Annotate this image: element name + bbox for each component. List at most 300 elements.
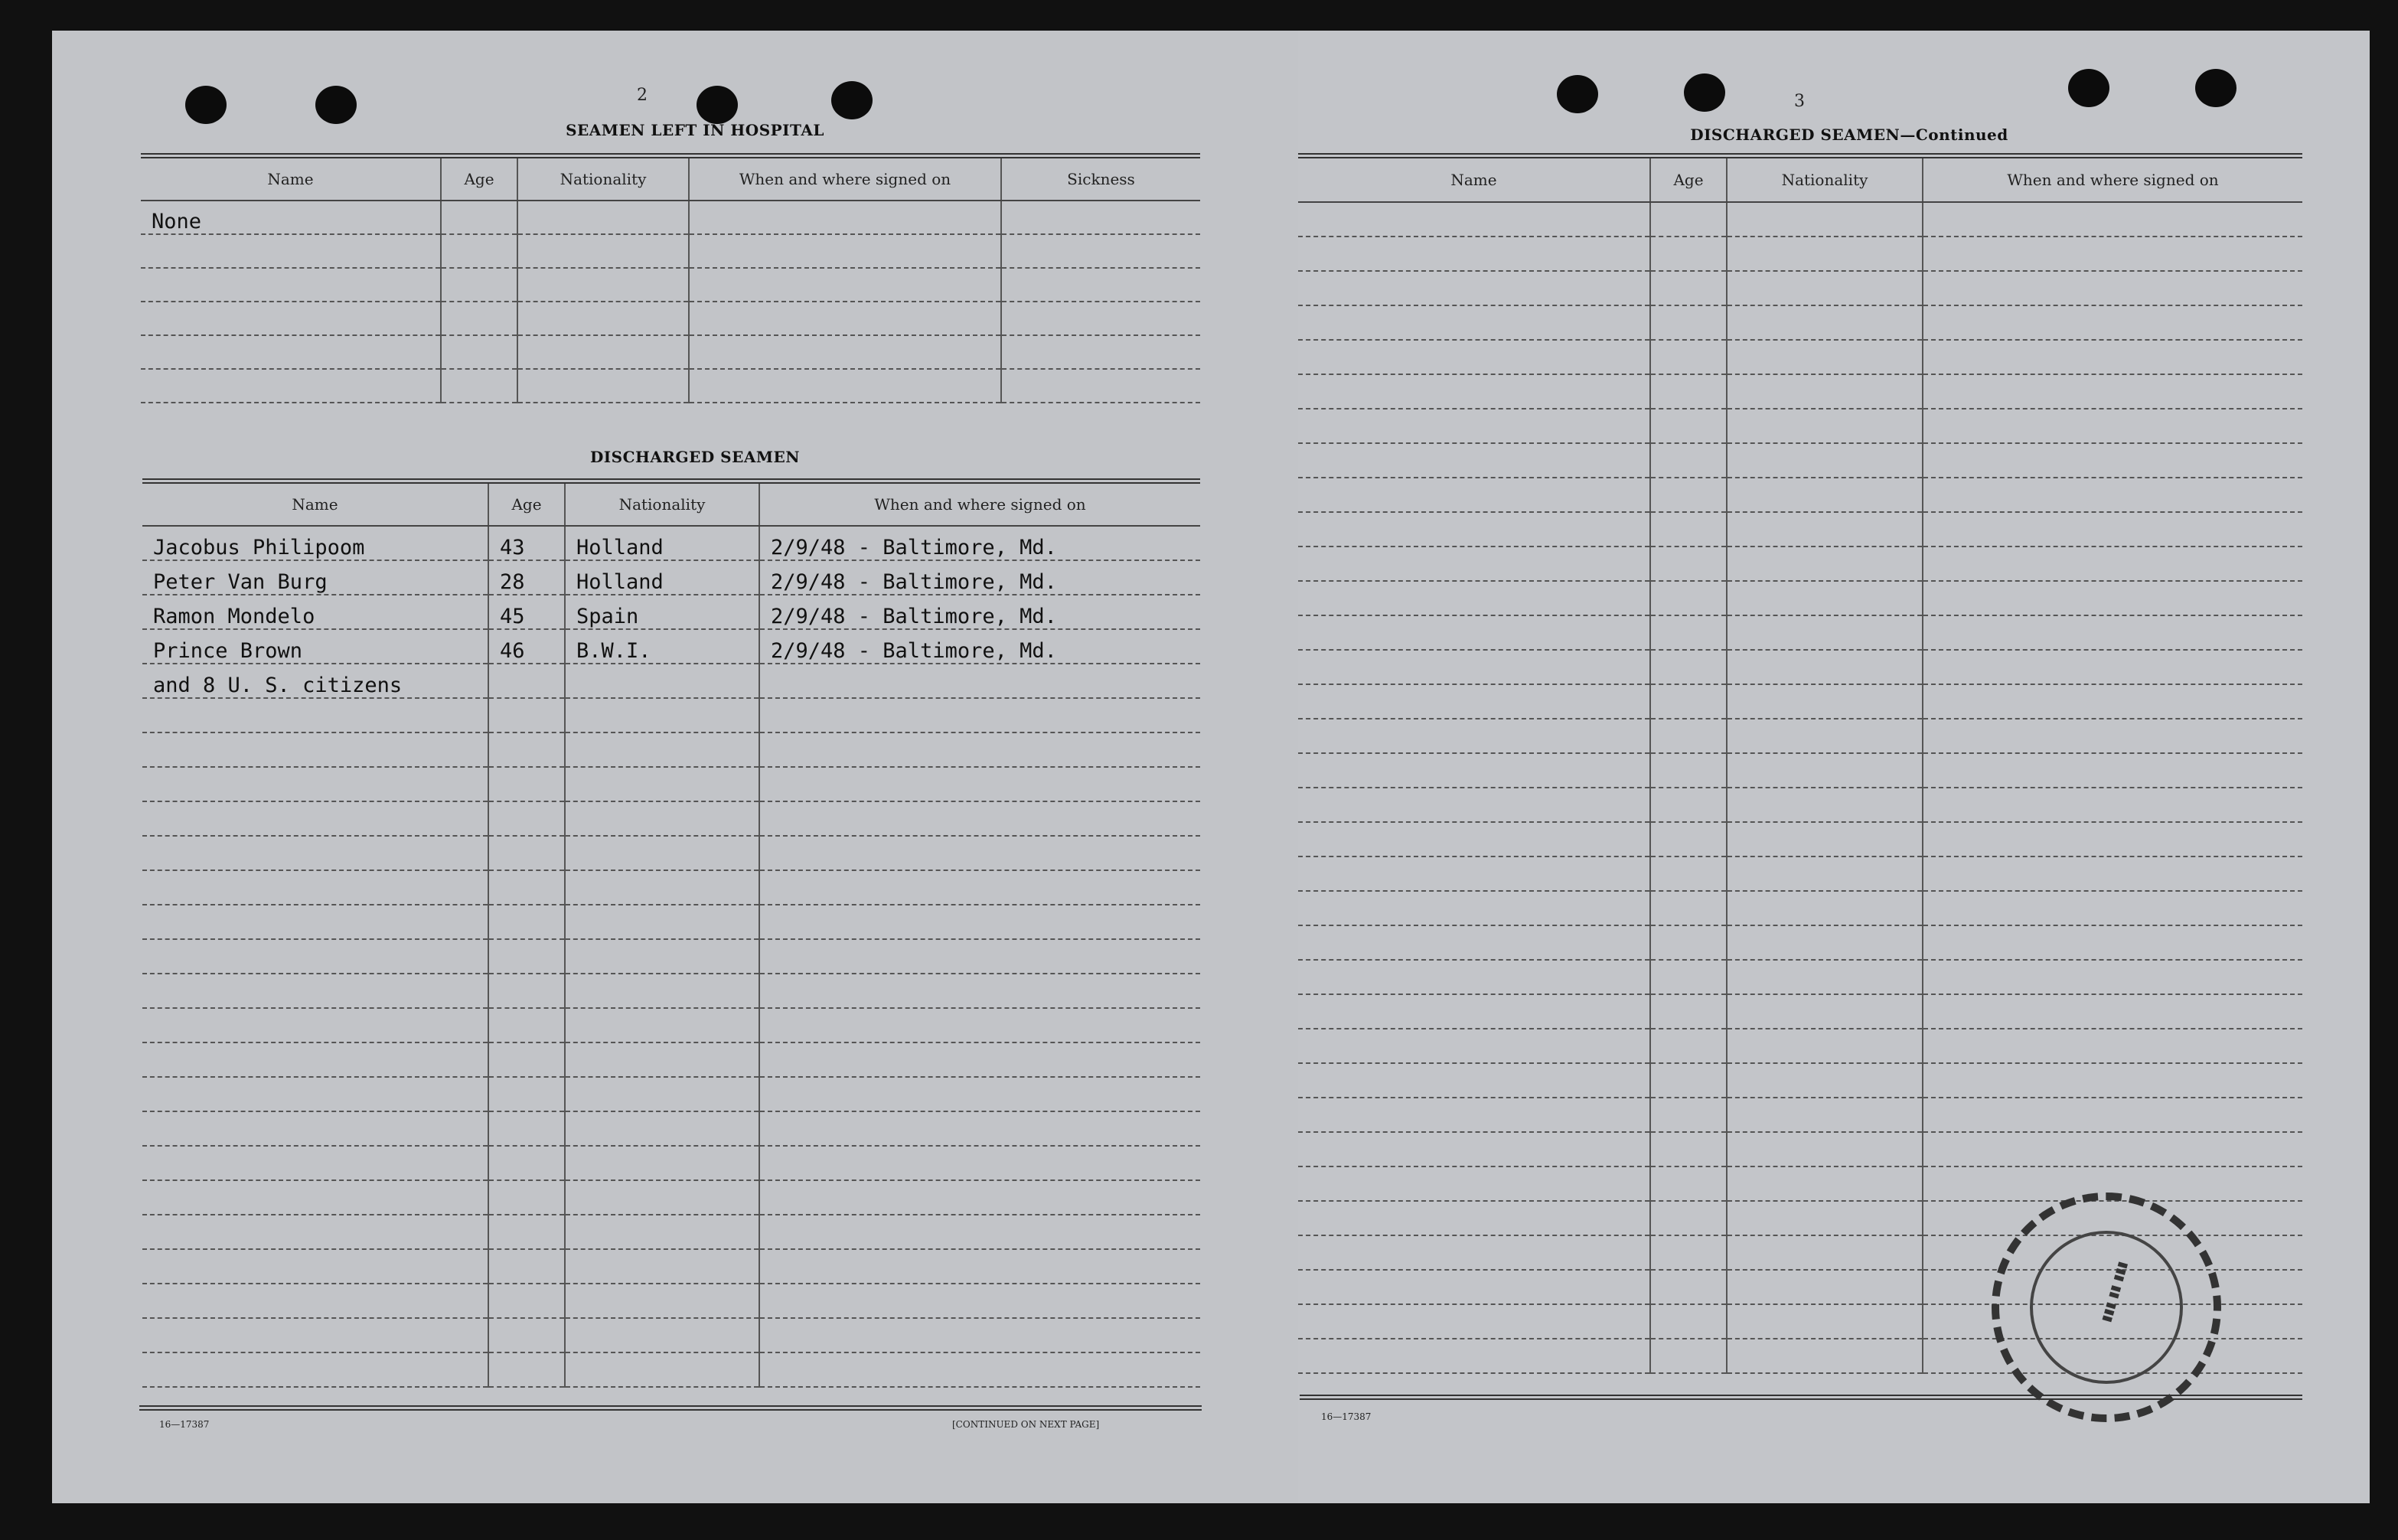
blank-cell xyxy=(1298,650,1650,684)
discharged-header-row xyxy=(142,481,1200,526)
blank-cell xyxy=(1298,1029,1650,1063)
discharged-seamen-table xyxy=(142,478,1200,1388)
blank-row xyxy=(142,870,1200,905)
blank-cell xyxy=(565,870,759,905)
blank-cell xyxy=(1923,615,2302,650)
blank-cell xyxy=(1650,1098,1727,1132)
column-header: When and where signed on xyxy=(1923,156,2302,202)
blank-cell xyxy=(1727,650,1923,684)
table-cell: Prince Brown xyxy=(142,629,488,664)
table-cell xyxy=(689,369,1001,403)
blank-row xyxy=(142,1077,1200,1111)
blank-cell xyxy=(565,732,759,767)
blank-cell xyxy=(759,1215,1200,1249)
punch-hole xyxy=(2195,69,2237,107)
blank-cell xyxy=(1727,1098,1923,1132)
blank-cell xyxy=(1923,581,2302,615)
blank-cell xyxy=(565,1318,759,1352)
blank-cell xyxy=(1650,581,1727,615)
blank-cell xyxy=(1650,1166,1727,1201)
blank-cell xyxy=(1727,512,1923,547)
blank-cell xyxy=(488,732,565,767)
discharged-continued-table xyxy=(1298,153,2302,1374)
blank-row xyxy=(1298,237,2302,271)
blank-cell xyxy=(142,1249,488,1284)
blank-cell xyxy=(142,732,488,767)
blank-cell xyxy=(1923,753,2302,788)
blank-cell xyxy=(1727,1304,1923,1339)
table-cell: and 8 U. S. citizens xyxy=(142,664,488,698)
blank-row xyxy=(1298,856,2302,891)
blank-cell xyxy=(1727,960,1923,994)
table-cell xyxy=(441,201,517,234)
blank-cell xyxy=(565,836,759,870)
blank-row xyxy=(1298,891,2302,925)
blank-cell xyxy=(142,1180,488,1215)
blank-cell xyxy=(1650,409,1727,443)
punch-hole xyxy=(185,86,227,124)
blank-cell xyxy=(1727,822,1923,856)
punch-hole xyxy=(1557,75,1598,113)
blank-row xyxy=(142,905,1200,939)
blank-cell xyxy=(142,1077,488,1111)
blank-cell xyxy=(142,870,488,905)
table-cell xyxy=(1001,201,1200,234)
blank-cell xyxy=(565,1111,759,1146)
table-cell xyxy=(141,234,441,268)
blank-cell xyxy=(1650,1339,1727,1373)
blank-row xyxy=(1298,925,2302,960)
blank-cell xyxy=(565,1146,759,1180)
blank-cell xyxy=(1727,547,1923,581)
blank-cell xyxy=(488,1215,565,1249)
blank-cell xyxy=(1650,753,1727,788)
blank-cell xyxy=(1727,1029,1923,1063)
blank-row xyxy=(142,1284,1200,1318)
column-header: When and where signed on xyxy=(759,481,1200,526)
blank-cell xyxy=(142,836,488,870)
blank-cell xyxy=(1650,1132,1727,1166)
table-cell xyxy=(141,268,441,302)
blank-cell xyxy=(488,870,565,905)
blank-row xyxy=(1298,409,2302,443)
blank-row xyxy=(1298,994,2302,1029)
table-cell xyxy=(759,664,1200,698)
blank-cell xyxy=(1298,409,1650,443)
blank-cell xyxy=(1650,856,1727,891)
blank-cell xyxy=(1298,1166,1650,1201)
blank-cell xyxy=(1650,374,1727,409)
blank-cell xyxy=(1298,202,1650,237)
blank-cell xyxy=(1923,271,2302,305)
blank-cell xyxy=(1727,581,1923,615)
blank-row xyxy=(142,974,1200,1008)
blank-row xyxy=(1298,443,2302,478)
blank-cell xyxy=(1923,340,2302,374)
blank-cell xyxy=(759,767,1200,801)
right-body xyxy=(1298,202,2302,1373)
blank-cell xyxy=(759,1008,1200,1042)
blank-cell xyxy=(1923,891,2302,925)
blank-cell xyxy=(1298,443,1650,478)
table-row xyxy=(141,369,1200,403)
blank-cell xyxy=(142,1215,488,1249)
table-cell xyxy=(517,369,689,403)
column-header: Age xyxy=(441,156,517,201)
blank-cell xyxy=(1298,788,1650,822)
blank-cell xyxy=(1298,1235,1650,1270)
table-cell: 2/9/48 - Baltimore, Md. xyxy=(759,560,1200,595)
blank-cell xyxy=(1727,994,1923,1029)
table-cell xyxy=(517,268,689,302)
blank-cell xyxy=(759,1284,1200,1318)
blank-cell xyxy=(759,1146,1200,1180)
blank-cell xyxy=(1650,478,1727,512)
blank-cell xyxy=(1727,753,1923,788)
blank-cell xyxy=(1298,615,1650,650)
blank-cell xyxy=(488,1352,565,1387)
table-cell: 46 xyxy=(488,629,565,664)
blank-cell xyxy=(565,1180,759,1215)
blank-cell xyxy=(759,698,1200,732)
blank-cell xyxy=(1298,1063,1650,1098)
blank-cell xyxy=(1298,581,1650,615)
blank-cell xyxy=(1298,684,1650,719)
table-cell: Holland xyxy=(565,526,759,560)
blank-cell xyxy=(488,1249,565,1284)
column-header: Nationality xyxy=(517,156,689,201)
discharged-section-title: DISCHARGED SEAMEN xyxy=(589,448,801,466)
table-cell xyxy=(441,335,517,369)
table-cell: Ramon Mondelo xyxy=(142,595,488,629)
table-cell xyxy=(1001,335,1200,369)
blank-cell xyxy=(759,1077,1200,1111)
blank-cell xyxy=(1298,305,1650,340)
blank-cell xyxy=(565,801,759,836)
table-cell: 2/9/48 - Baltimore, Md. xyxy=(759,526,1200,560)
table-cell: 45 xyxy=(488,595,565,629)
table-cell xyxy=(141,335,441,369)
blank-cell xyxy=(488,1180,565,1215)
blank-row xyxy=(1298,1063,2302,1098)
column-header: When and where signed on xyxy=(689,156,1001,201)
table-cell: 2/9/48 - Baltimore, Md. xyxy=(759,629,1200,664)
blank-cell xyxy=(1727,271,1923,305)
blank-cell xyxy=(1650,960,1727,994)
blank-row xyxy=(1298,340,2302,374)
continued-note: [CONTINUED ON NEXT PAGE] xyxy=(952,1419,1100,1430)
blank-cell xyxy=(1298,1270,1650,1304)
blank-row xyxy=(142,939,1200,974)
table-cell xyxy=(517,302,689,335)
blank-cell xyxy=(1923,1132,2302,1166)
hospital-section-title: SEAMEN LEFT IN HOSPITAL xyxy=(566,121,824,139)
blank-row xyxy=(1298,615,2302,650)
left-page xyxy=(52,31,1298,1503)
blank-cell xyxy=(1650,1063,1727,1098)
blank-cell xyxy=(1727,856,1923,891)
blank-cell xyxy=(1923,237,2302,271)
blank-cell xyxy=(1650,925,1727,960)
blank-row xyxy=(142,1249,1200,1284)
blank-cell xyxy=(1727,684,1923,719)
blank-cell xyxy=(1298,960,1650,994)
blank-cell xyxy=(1298,271,1650,305)
blank-cell xyxy=(488,1318,565,1352)
blank-cell xyxy=(1298,925,1650,960)
blank-cell xyxy=(1923,374,2302,409)
hospital-header-row xyxy=(141,156,1200,201)
punch-hole xyxy=(831,81,873,119)
table-cell xyxy=(141,302,441,335)
column-header: Age xyxy=(1650,156,1727,202)
blank-cell xyxy=(488,939,565,974)
blank-cell xyxy=(142,939,488,974)
blank-cell xyxy=(1727,788,1923,822)
blank-cell xyxy=(1727,925,1923,960)
blank-cell xyxy=(1298,1098,1650,1132)
table-cell: Jacobus Philipoom xyxy=(142,526,488,560)
blank-row xyxy=(1298,650,2302,684)
blank-cell xyxy=(1650,615,1727,650)
blank-row xyxy=(1298,512,2302,547)
blank-cell xyxy=(142,1318,488,1352)
blank-cell xyxy=(1727,1063,1923,1098)
blank-cell xyxy=(1298,856,1650,891)
blank-row xyxy=(142,698,1200,732)
blank-row xyxy=(142,1111,1200,1146)
blank-row xyxy=(142,732,1200,767)
table-cell: None xyxy=(141,201,441,234)
blank-row xyxy=(1298,788,2302,822)
blank-cell xyxy=(1298,547,1650,581)
discharged-body xyxy=(142,526,1200,1387)
blank-cell xyxy=(1650,788,1727,822)
table-cell xyxy=(517,201,689,234)
blank-cell xyxy=(142,801,488,836)
blank-cell xyxy=(488,1042,565,1077)
blank-row xyxy=(1298,1029,2302,1063)
section-title-text: DISCHARGED SEAMEN xyxy=(1690,126,1900,144)
blank-row xyxy=(1298,547,2302,581)
table-cell xyxy=(517,234,689,268)
blank-cell xyxy=(1650,1270,1727,1304)
blank-cell xyxy=(1298,994,1650,1029)
blank-cell xyxy=(759,1042,1200,1077)
blank-cell xyxy=(1298,753,1650,788)
table-cell xyxy=(488,664,565,698)
blank-cell xyxy=(1650,512,1727,547)
blank-cell xyxy=(1923,1029,2302,1063)
blank-cell xyxy=(1923,925,2302,960)
blank-cell xyxy=(1650,1304,1727,1339)
table-cell: Spain xyxy=(565,595,759,629)
blank-row xyxy=(1298,1098,2302,1132)
blank-cell xyxy=(1727,237,1923,271)
blank-cell xyxy=(759,905,1200,939)
blank-cell xyxy=(759,1352,1200,1387)
table-cell xyxy=(441,268,517,302)
blank-cell xyxy=(565,767,759,801)
blank-cell xyxy=(1298,1304,1650,1339)
table-cell xyxy=(1001,234,1200,268)
blank-row xyxy=(1298,271,2302,305)
blank-row xyxy=(142,1008,1200,1042)
blank-cell xyxy=(1650,237,1727,271)
blank-cell xyxy=(1727,1201,1923,1235)
blank-row xyxy=(1298,1132,2302,1166)
blank-cell xyxy=(488,905,565,939)
blank-cell xyxy=(1923,788,2302,822)
blank-cell xyxy=(488,801,565,836)
right-header-row xyxy=(1298,156,2302,202)
postmark-lettering: ▮▮▮ ▮▮ ▮▮▮ xyxy=(2098,1259,2130,1324)
blank-cell xyxy=(565,1077,759,1111)
blank-row xyxy=(1298,1166,2302,1201)
blank-cell xyxy=(488,1111,565,1146)
blank-row xyxy=(142,1042,1200,1077)
blank-cell xyxy=(1727,1270,1923,1304)
blank-cell xyxy=(759,732,1200,767)
blank-cell xyxy=(1727,1235,1923,1270)
blank-cell xyxy=(1727,1132,1923,1166)
blank-row xyxy=(1298,960,2302,994)
blank-cell xyxy=(759,801,1200,836)
blank-cell xyxy=(1727,340,1923,374)
blank-cell xyxy=(1650,822,1727,856)
blank-cell xyxy=(1923,960,2302,994)
blank-cell xyxy=(1923,1063,2302,1098)
punch-hole xyxy=(2068,69,2109,107)
blank-cell xyxy=(1650,684,1727,719)
blank-cell xyxy=(1923,305,2302,340)
blank-cell xyxy=(1298,891,1650,925)
page-number: 2 xyxy=(637,86,648,105)
blank-cell xyxy=(142,974,488,1008)
blank-row xyxy=(1298,581,2302,615)
column-header: Sickness xyxy=(1001,156,1200,201)
blank-cell xyxy=(1298,719,1650,753)
right-page xyxy=(1298,31,2370,1503)
table-cell: 28 xyxy=(488,560,565,595)
blank-row xyxy=(1298,822,2302,856)
blank-cell xyxy=(1923,650,2302,684)
section-title-suffix: —Continued xyxy=(1900,126,2008,144)
blank-row xyxy=(1298,305,2302,340)
hospital-table xyxy=(141,153,1200,403)
blank-cell xyxy=(488,1008,565,1042)
form-number: 16—17387 xyxy=(1321,1411,1372,1422)
blank-row xyxy=(142,767,1200,801)
blank-cell xyxy=(1923,443,2302,478)
blank-row xyxy=(142,1146,1200,1180)
blank-cell xyxy=(1298,1339,1650,1373)
column-header: Age xyxy=(488,481,565,526)
table-cell xyxy=(441,234,517,268)
blank-cell xyxy=(759,1180,1200,1215)
blank-cell xyxy=(1727,443,1923,478)
blank-cell xyxy=(759,939,1200,974)
blank-cell xyxy=(565,1042,759,1077)
blank-cell xyxy=(488,767,565,801)
blank-cell xyxy=(1650,1201,1727,1235)
blank-cell xyxy=(1650,443,1727,478)
blank-cell xyxy=(1298,237,1650,271)
blank-cell xyxy=(565,974,759,1008)
table-row xyxy=(142,595,1200,629)
blank-cell xyxy=(142,1146,488,1180)
blank-cell xyxy=(1923,478,2302,512)
table-cell: 43 xyxy=(488,526,565,560)
table-cell xyxy=(689,268,1001,302)
table-row xyxy=(142,664,1200,698)
blank-cell xyxy=(1727,478,1923,512)
blank-cell xyxy=(1650,1235,1727,1270)
blank-cell xyxy=(488,1284,565,1318)
blank-cell xyxy=(759,836,1200,870)
blank-cell xyxy=(1650,650,1727,684)
blank-cell xyxy=(1650,719,1727,753)
blank-cell xyxy=(142,1284,488,1318)
blank-cell xyxy=(759,870,1200,905)
table-cell: Holland xyxy=(565,560,759,595)
blank-cell xyxy=(565,698,759,732)
blank-row xyxy=(1298,478,2302,512)
blank-cell xyxy=(565,1215,759,1249)
blank-cell xyxy=(1650,305,1727,340)
blank-cell xyxy=(1923,202,2302,237)
blank-cell xyxy=(1727,374,1923,409)
blank-cell xyxy=(1727,1339,1923,1373)
blank-row xyxy=(142,1215,1200,1249)
blank-row xyxy=(1298,684,2302,719)
column-header: Name xyxy=(142,481,488,526)
page-number: 3 xyxy=(1794,92,1805,111)
blank-cell xyxy=(1923,409,2302,443)
blank-cell xyxy=(1727,1166,1923,1201)
blank-cell xyxy=(142,905,488,939)
blank-row xyxy=(1298,202,2302,237)
blank-cell xyxy=(488,836,565,870)
table-cell xyxy=(141,369,441,403)
blank-cell xyxy=(488,1077,565,1111)
table-cell xyxy=(1001,268,1200,302)
blank-cell xyxy=(1923,822,2302,856)
blank-cell xyxy=(1298,340,1650,374)
column-header: Nationality xyxy=(1727,156,1923,202)
blank-row xyxy=(142,1180,1200,1215)
blank-cell xyxy=(1923,512,2302,547)
blank-cell xyxy=(1650,271,1727,305)
column-header: Name xyxy=(141,156,441,201)
column-header: Name xyxy=(1298,156,1650,202)
blank-cell xyxy=(565,1249,759,1284)
blank-cell xyxy=(1650,1029,1727,1063)
blank-cell xyxy=(1727,615,1923,650)
blank-cell xyxy=(142,767,488,801)
table-row xyxy=(141,234,1200,268)
table-cell xyxy=(689,201,1001,234)
blank-cell xyxy=(1650,340,1727,374)
blank-cell xyxy=(1298,512,1650,547)
blank-cell xyxy=(1727,409,1923,443)
blank-cell xyxy=(142,1008,488,1042)
punch-hole xyxy=(315,86,357,124)
blank-cell xyxy=(759,1318,1200,1352)
blank-cell xyxy=(1298,1132,1650,1166)
table-cell xyxy=(689,302,1001,335)
blank-cell xyxy=(1923,719,2302,753)
